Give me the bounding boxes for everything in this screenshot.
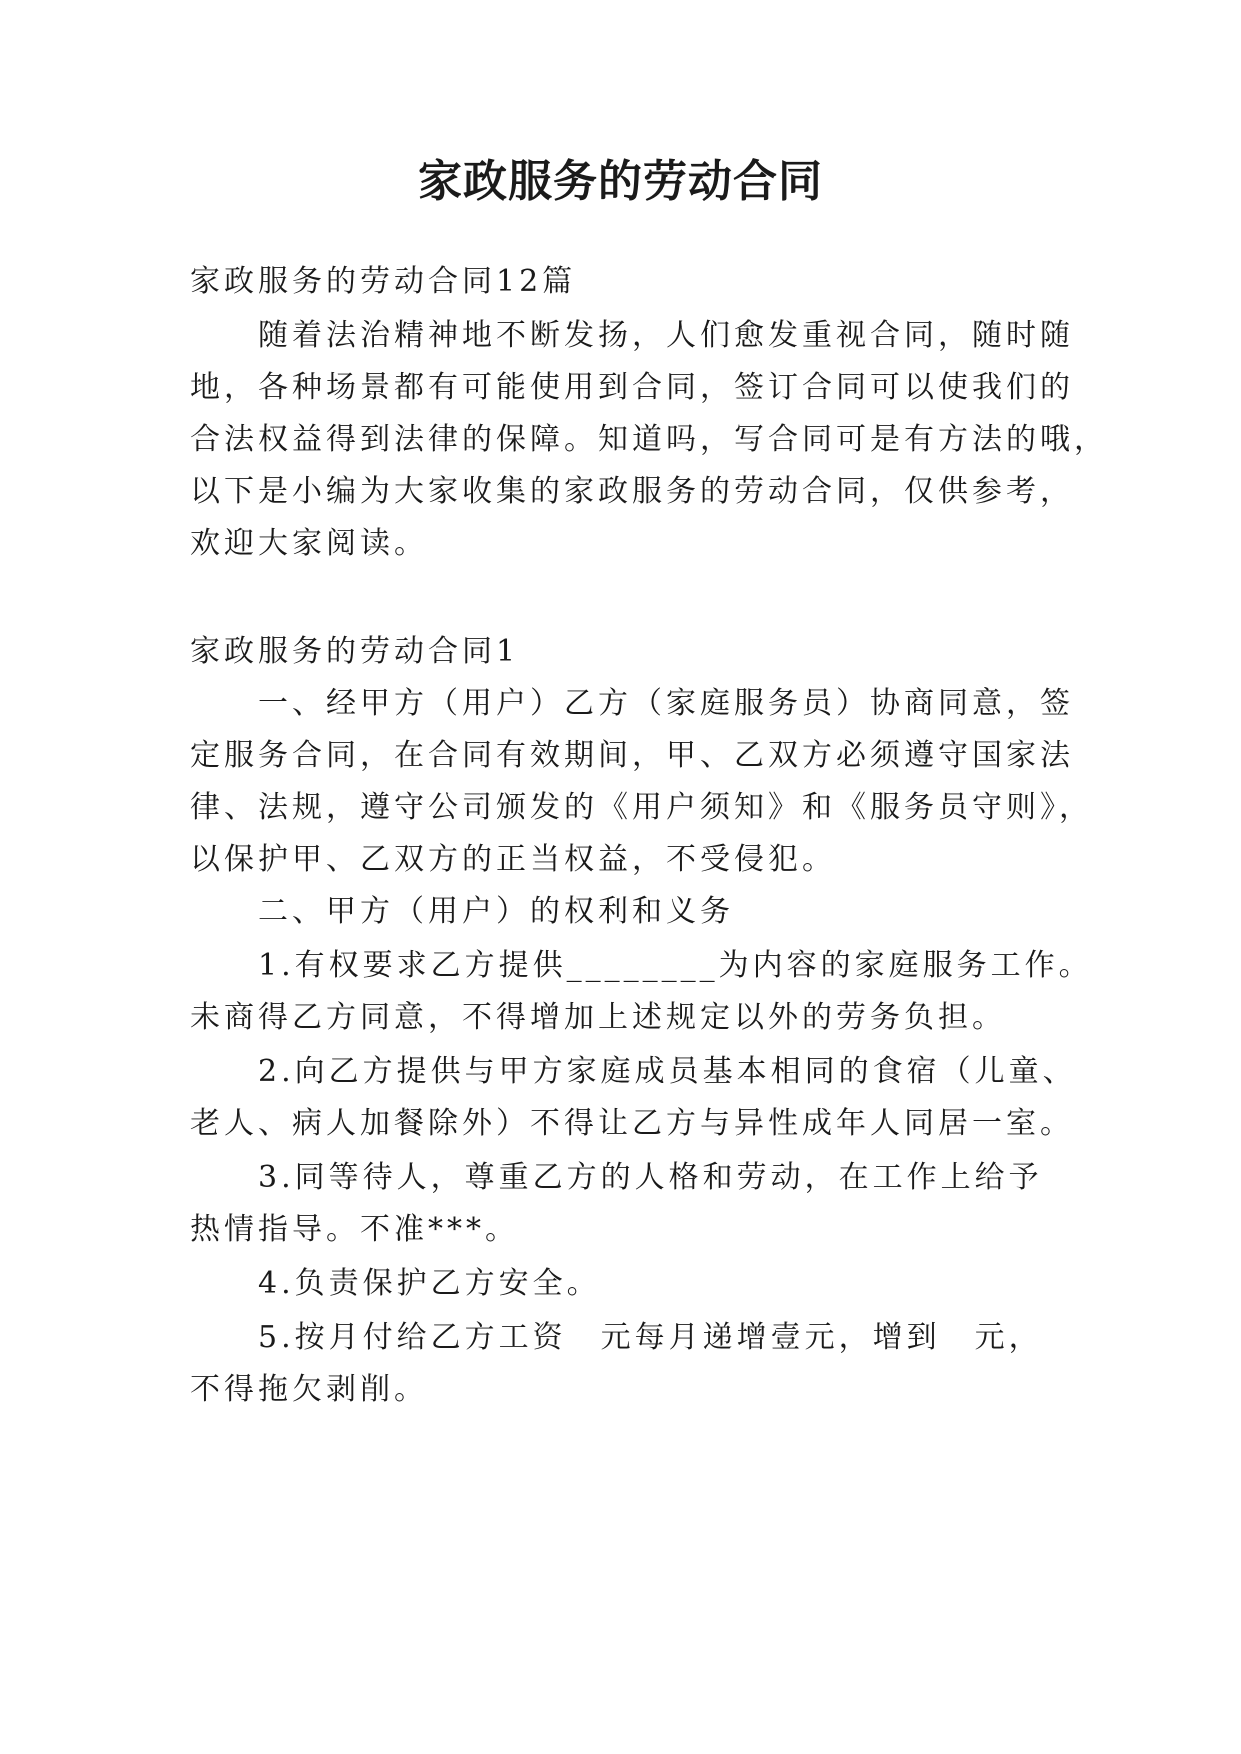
clause1-line-3: 律、法规，遵守公司颁发的《用户须知》和《服务员守则》， (190, 790, 1093, 825)
item3-line-1: 3.同等待人，尊重乙方的人格和劳动，在工作上给予 (258, 1160, 1043, 1195)
item4-line: 4.负责保护乙方安全。 (258, 1266, 601, 1301)
item2-line-1: 2.向乙方提供与甲方家庭成员基本相同的食宿（儿童、 (258, 1054, 1077, 1089)
item3-line-2: 热情指导。不准***。 (190, 1212, 519, 1247)
intro-line-3: 合法权益得到法律的保障。知道吗，写合同可是有方法的哦， (190, 422, 1108, 457)
item2-line-2: 老人、病人加餐除外）不得让乙方与异性成年人同居一室。 (190, 1106, 1074, 1141)
clause1-line-2: 定服务合同，在合同有效期间，甲、乙双方必须遵守国家法 (190, 738, 1074, 773)
item1-line-2: 未商得乙方同意，不得增加上述规定以外的劳务负担。 (190, 1000, 1006, 1035)
item5-line-1: 5.按月付给乙方工资 元每月递增壹元，增到 元， (258, 1320, 1043, 1355)
intro-line-2: 地，各种场景都有可能使用到合同，签订合同可以使我们的 (190, 370, 1074, 405)
intro-line-4: 以下是小编为大家收集的家政服务的劳动合同，仅供参考， (190, 474, 1074, 509)
clause2-heading: 二、甲方（用户）的权利和义务 (258, 894, 734, 929)
item1-line-1: 1.有权要求乙方提供________为内容的家庭服务工作。 (258, 948, 1093, 983)
document-subtitle: 家政服务的劳动合同12篇 (190, 264, 577, 299)
intro-line-5: 欢迎大家阅读。 (190, 526, 428, 561)
item5-line-2: 不得拖欠剥削。 (190, 1372, 428, 1407)
section-heading: 家政服务的劳动合同1 (190, 634, 520, 669)
intro-line-1: 随着法治精神地不断发扬，人们愈发重视合同，随时随 (258, 318, 1074, 353)
clause1-line-1: 一、经甲方（用户）乙方（家庭服务员）协商同意，签 (258, 686, 1074, 721)
clause1-line-4: 以保护甲、乙双方的正当权益，不受侵犯。 (190, 842, 836, 877)
document-title: 家政服务的劳动合同 (418, 156, 823, 207)
